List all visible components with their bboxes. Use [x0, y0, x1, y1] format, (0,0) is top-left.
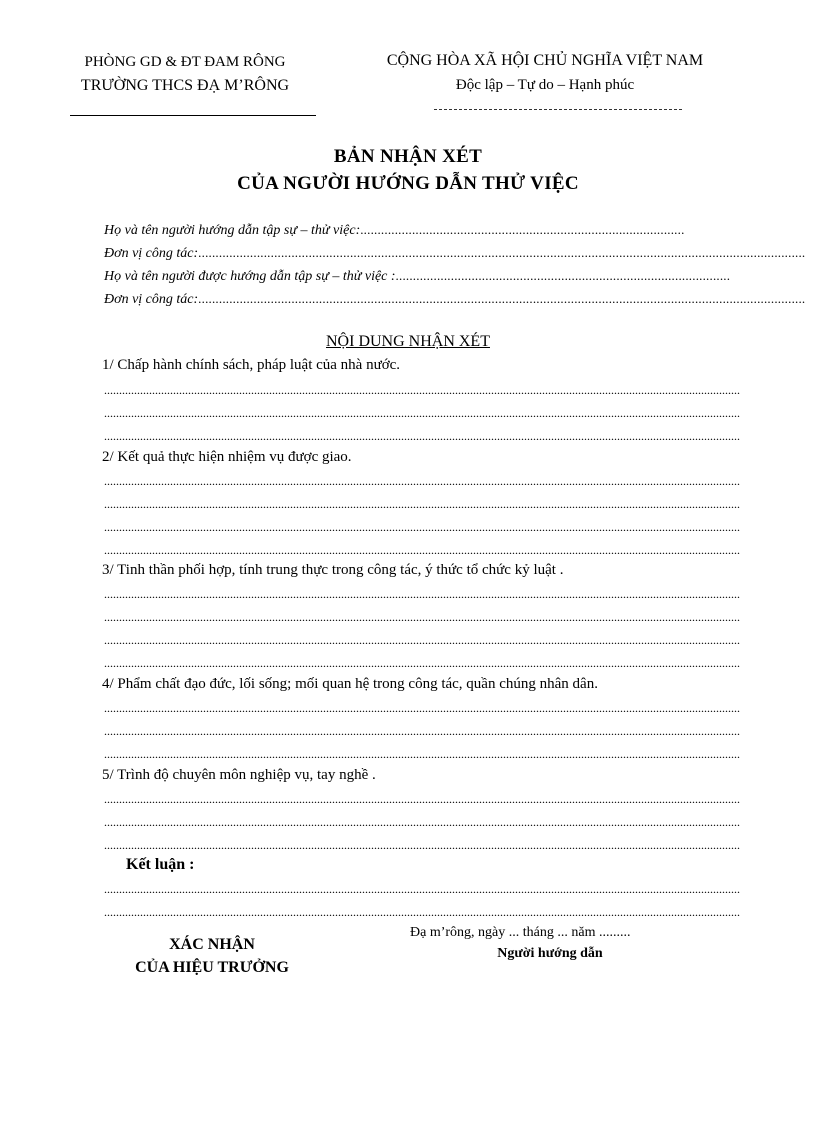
answer-line[interactable]: .................................................................................................................................................................................................................... [104, 815, 740, 829]
field-trainee-name-label: Họ và tên người được hướng dẫn tập sự – thử việc : [104, 269, 396, 284]
answer-line[interactable]: .................................................................................................................................................................................................................... [104, 520, 740, 534]
national-motto: Độc lập – Tự do – Hạnh phúc [455, 77, 635, 93]
answer-line[interactable]: .................................................................................................................................................................................................................... [104, 633, 740, 647]
signer-title: Người hướng dẫn [497, 946, 603, 961]
answer-line[interactable]: .................................................................................................................................................................................................................... [104, 905, 740, 919]
fill-dots: .............................................................................................. [360, 222, 685, 237]
answer-line[interactable]: .................................................................................................................................................................................................................... [104, 383, 740, 397]
principal-title: CỦA HIỆU TRƯỞNG [135, 959, 289, 976]
school-name: TRƯỜNG THCS ĐẠ M’RÔNG [80, 77, 290, 94]
item-5-label: 5/ Trình độ chuyên môn nghiệp vụ, tay nghề . [102, 767, 376, 783]
conclusion-label: Kết luận : [126, 856, 195, 873]
section-title: NỘI DUNG NHẬN XÉT [326, 333, 490, 350]
document-title: BẢN NHẬN XÉT [333, 146, 483, 167]
document-subtitle: CỦA NGƯỜI HƯỚNG DẪN THỬ VIỆC [237, 173, 579, 194]
principal-confirm: XÁC NHẬN [169, 936, 255, 953]
fill-dots: ................................................................................................. [395, 268, 731, 283]
field-trainee-unit-label: Đơn vị công tác: [104, 292, 199, 307]
answer-line[interactable]: .................................................................................................................................................................................................................... [104, 497, 740, 511]
answer-line[interactable]: .................................................................................................................................................................................................................... [104, 406, 740, 420]
field-trainee-unit[interactable] [104, 291, 806, 308]
date-line: Đạ m’rông, ngày ... tháng ... năm ......... [410, 925, 631, 940]
field-mentor-unit-label: Đơn vị công tác: [104, 246, 199, 261]
answer-line[interactable]: .................................................................................................................................................................................................................... [104, 587, 740, 601]
item-4-label: 4/ Phẩm chất đạo đức, lối sống; mối quan hệ trong công tác, quần chúng nhân dân. [102, 676, 598, 692]
answer-line[interactable]: .................................................................................................................................................................................................................... [104, 882, 740, 896]
answer-line[interactable]: .................................................................................................................................................................................................................... [104, 724, 740, 738]
answer-line[interactable]: .................................................................................................................................................................................................................... [104, 701, 740, 715]
answer-line[interactable]: .................................................................................................................................................................................................................... [104, 792, 740, 806]
field-trainee-name[interactable] [104, 268, 731, 285]
answer-line[interactable]: .................................................................................................................................................................................................................... [104, 656, 740, 670]
item-1-label: 1/ Chấp hành chính sách, pháp luật của nhà nước. [102, 357, 401, 373]
answer-line[interactable]: .................................................................................................................................................................................................................... [104, 474, 740, 488]
answer-line[interactable]: .................................................................................................................................................................................................................... [104, 747, 740, 761]
answer-line[interactable]: .................................................................................................................................................................................................................... [104, 543, 740, 557]
answer-line[interactable]: .................................................................................................................................................................................................................... [104, 838, 740, 852]
answer-line[interactable]: .................................................................................................................................................................................................................... [104, 610, 740, 624]
answer-line[interactable]: .................................................................................................................................................................................................................... [104, 429, 740, 443]
header-right-rule [434, 109, 682, 110]
item-3-label: 3/ Tinh thần phối hợp, tính trung thực trong công tác, ý thức tổ chức kỷ luật . [102, 562, 564, 578]
fill-dots: ................................................................................................................................................................................ [198, 245, 806, 260]
agency-name: PHÒNG GD & ĐT ĐAM RÔNG [84, 54, 286, 70]
national-name: CỘNG HÒA XÃ HỘI CHỦ NGHĨA VIỆT NAM [386, 52, 704, 69]
field-mentor-name[interactable] [104, 222, 685, 239]
field-mentor-unit[interactable] [104, 245, 806, 262]
item-2-label: 2/ Kết quả thực hiện nhiệm vụ được giao. [102, 449, 352, 465]
header-left-rule [70, 115, 316, 116]
field-mentor-name-label: Họ và tên người hướng dẫn tập sự – thử việc: [104, 223, 361, 238]
fill-dots: ................................................................................................................................................................................ [198, 291, 806, 306]
